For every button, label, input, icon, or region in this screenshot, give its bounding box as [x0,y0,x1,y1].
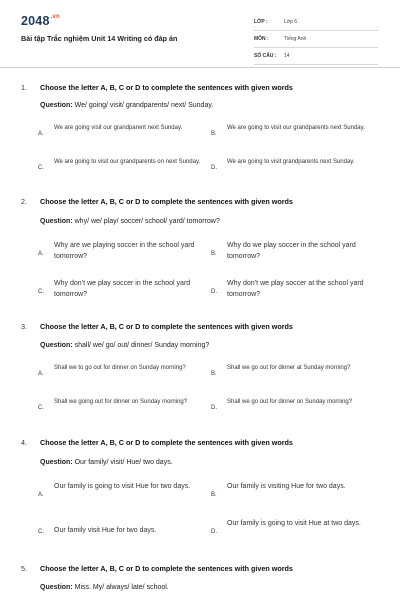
logo-suffix: .vn [50,14,60,20]
option-letter-b[interactable]: B. [211,492,217,498]
option-b[interactable]: Our family is visiting Hue for two days. [227,483,346,490]
question-number: 4. [21,438,27,447]
prompt-text: why/ we/ play/ soccer/ school/ yard/ tomorrow? [72,218,220,225]
option-a[interactable]: Shall we to go out for dinner on Sunday morning? [54,365,186,371]
option-a[interactable]: Why are we playing soccer in the school yard tomorrow? [54,242,195,261]
question-number: 1. [21,83,27,92]
option-letter-c[interactable]: C. [38,165,44,171]
prompt-label: Question: [40,102,73,109]
prompt-text: Miss. My/ always/ late/ school. [72,584,169,591]
meta-row-subject [254,31,378,48]
question-title: Choose the letter A, B, C or D to complete the sentences with given words [40,83,293,92]
option-c[interactable]: Shall we going out for dinner on Sunday morning? [54,399,188,405]
option-b[interactable]: Why do we play soccer in the school yard tomorrow? [227,242,356,261]
prompt-text: Our family/ visit/ Hue/ two days. [72,459,173,466]
header-divider [0,67,400,68]
prompt-label: Question: [40,218,73,225]
question-prompt [40,584,169,591]
option-d[interactable]: Our family is going to visit Hue at two days. [227,520,361,527]
option-letter-d[interactable]: D. [211,289,217,295]
logo-text: 2048 [21,14,50,28]
option-letter-a[interactable]: A. [38,371,44,377]
option-c[interactable]: We are going to visit our grandparents on next Sunday. [54,159,201,165]
question-title: Choose the letter A, B, C or D to complete the sentences with given words [40,197,293,206]
meta-row-count [254,48,378,65]
prompt-text: We/ going/ visit/ grandparents/ next/ Sunday. [72,102,214,109]
document-title: Bài tập Trắc nghiệm Unit 14 Writing có đáp án [21,34,178,43]
prompt-label: Question: [40,342,73,349]
option-letter-a[interactable]: A. [38,131,44,137]
option-letter-c[interactable]: C. [38,529,44,535]
option-c[interactable]: Our family visit Hue for two days. [54,527,157,534]
meta-label: MÔN : [254,36,269,42]
meta-value: 14 [284,53,290,59]
option-letter-c[interactable]: C. [38,405,44,411]
question-title: Choose the letter A, B, C or D to complete the sentences with given words [40,564,293,573]
option-letter-b[interactable]: B. [211,131,217,137]
option-letter-d[interactable]: D. [211,165,217,171]
site-logo[interactable] [21,14,60,28]
meta-label: LỚP : [254,19,268,25]
option-letter-d[interactable]: D. [211,405,217,411]
question-prompt [40,218,220,225]
prompt-label: Question: [40,584,73,591]
option-d[interactable]: Shall we go out for dinner on Sunday morning? [227,399,353,405]
option-letter-c[interactable]: C. [38,289,44,295]
question-prompt [40,459,173,466]
option-a[interactable]: We are going visit our grandparent next Sunday. [54,125,183,131]
option-letter-d[interactable]: D. [211,529,217,535]
option-d[interactable]: Why don’t we play soccer at the school yard tomorrow? [227,280,364,299]
meta-value: Tiếng Anh [284,36,307,42]
meta-value: Lớp 6 [284,19,298,25]
question-number: 5. [21,564,27,573]
option-letter-a[interactable]: A. [38,251,44,257]
question-number: 3. [21,322,27,331]
prompt-text: shall/ we/ go/ out/ dinner/ Sunday morning? [72,342,210,349]
question-number: 2. [21,197,27,206]
prompt-label: Question: [40,459,73,466]
question-title: Choose the letter A, B, C or D to complete the sentences with given words [40,438,293,447]
option-letter-a[interactable]: A. [38,492,44,498]
question-prompt [40,342,209,349]
option-a[interactable]: Our family is going to visit Hue for two days. [54,483,191,490]
option-b[interactable]: We are going to visit our grandparents next Sunday. [227,125,365,131]
meta-label: SỐ CÂU : [254,53,277,59]
meta-table [254,14,378,65]
option-letter-b[interactable]: B. [211,251,217,257]
question-title: Choose the letter A, B, C or D to complete the sentences with given words [40,322,293,331]
option-letter-b[interactable]: B. [211,371,217,377]
option-b[interactable]: Shall we go out for dinner at Sunday morning? [227,365,351,371]
meta-row-class [254,14,378,31]
question-prompt [40,102,213,109]
option-c[interactable]: Why don’t we play soccer in the school yard tomorrow? [54,280,191,299]
option-d[interactable]: We are going to visit grandparents next Sunday. [227,159,355,165]
